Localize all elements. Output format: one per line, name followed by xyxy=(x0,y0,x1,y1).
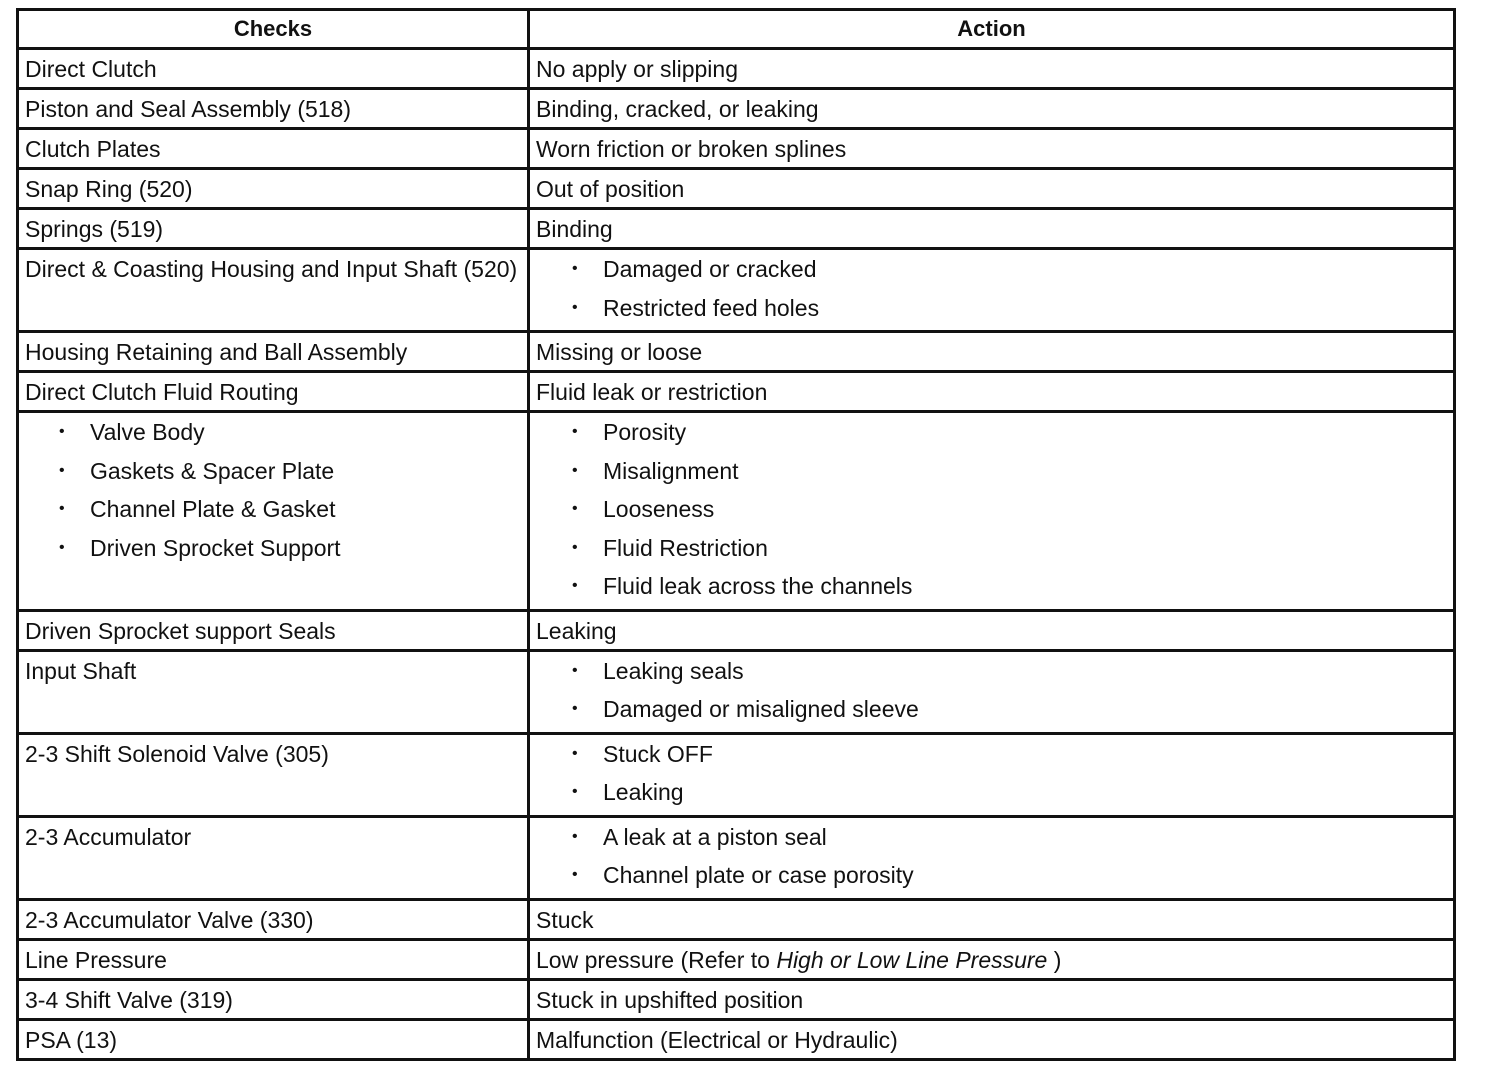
table-row xyxy=(18,610,1455,650)
bullet-icon: • xyxy=(572,744,578,762)
list-item xyxy=(536,652,1447,691)
bullet-icon: • xyxy=(572,538,578,556)
action-cell: Stuck xyxy=(529,899,1455,939)
bullet-icon: • xyxy=(572,423,578,440)
action-cell xyxy=(529,650,1455,733)
bullet-icon: • xyxy=(572,461,578,479)
checks-action-table xyxy=(16,8,1456,1061)
action-bullet-list xyxy=(536,735,1447,812)
list-item xyxy=(536,735,1447,774)
list-item-text: Channel Plate & Gasket xyxy=(90,496,336,522)
checks-cell: Input Shaft xyxy=(18,650,529,733)
action-text-prefix: Low pressure (Refer to xyxy=(536,946,777,973)
checks-bullet-list xyxy=(25,413,521,567)
list-item xyxy=(536,413,1447,452)
list-item-text: Channel plate or case porosity xyxy=(603,862,914,888)
table-row xyxy=(18,249,1455,332)
list-item-text: Misalignment xyxy=(603,457,739,484)
bullet-icon: • xyxy=(572,500,578,517)
table-row xyxy=(18,899,1455,939)
action-bullet-list xyxy=(536,652,1447,729)
checks-cell: 2-3 Accumulator xyxy=(18,816,529,899)
list-item-text: Stuck OFF xyxy=(603,740,713,767)
table-row xyxy=(18,372,1455,412)
list-item xyxy=(536,773,1447,812)
table-row xyxy=(18,1019,1455,1059)
list-item xyxy=(536,690,1447,729)
checks-cell: PSA (13) xyxy=(18,1019,529,1059)
checks-cell: 2-3 Shift Solenoid Valve (305) xyxy=(18,733,529,816)
action-cell: Missing or loose xyxy=(529,332,1455,372)
action-cell: Out of position xyxy=(529,169,1455,209)
header-row xyxy=(18,10,1455,49)
action-cell xyxy=(529,816,1455,899)
table-row xyxy=(18,412,1455,611)
action-header: Action xyxy=(529,10,1455,49)
checks-cell: Direct & Coasting Housing and Input Shaft (520) xyxy=(18,249,529,332)
list-item-text: Fluid leak across the channels xyxy=(603,573,913,599)
list-item xyxy=(536,289,1447,328)
table-row xyxy=(18,89,1455,129)
list-item xyxy=(536,490,1447,529)
table-row xyxy=(18,939,1455,979)
list-item-text: Valve Body xyxy=(90,419,205,445)
action-cell xyxy=(529,412,1455,611)
list-item-text: Gaskets & Spacer Plate xyxy=(90,457,335,484)
action-cell: Worn friction or broken splines xyxy=(529,129,1455,169)
checks-cell xyxy=(18,412,529,611)
bullet-icon: • xyxy=(572,700,578,717)
table-row xyxy=(18,129,1455,169)
list-item-text: Porosity xyxy=(603,419,687,445)
action-cell xyxy=(529,249,1455,332)
checks-cell: 2-3 Accumulator Valve (330) xyxy=(18,899,529,939)
list-item-text: Damaged or misaligned sleeve xyxy=(603,696,919,722)
action-bullet-list xyxy=(536,818,1447,895)
checks-header: Checks xyxy=(18,10,529,49)
list-item-text: Leaking xyxy=(603,779,684,805)
action-cell: No apply or slipping xyxy=(529,49,1455,89)
checks-cell: Direct Clutch Fluid Routing xyxy=(18,372,529,412)
list-item xyxy=(536,250,1447,289)
checks-cell: 3-4 Shift Valve (319) xyxy=(18,979,529,1019)
checks-cell: Direct Clutch xyxy=(18,49,529,89)
list-item xyxy=(25,529,521,568)
bullet-icon: • xyxy=(572,577,578,594)
list-item xyxy=(536,856,1447,895)
bullet-icon: • xyxy=(59,500,65,517)
action-cell: Stuck in upshifted position xyxy=(529,979,1455,1019)
list-item xyxy=(536,818,1447,857)
table-row xyxy=(18,733,1455,816)
list-item xyxy=(25,413,521,452)
table-row xyxy=(18,650,1455,733)
action-cell xyxy=(529,939,1455,979)
action-cell: Binding, cracked, or leaking xyxy=(529,89,1455,129)
action-cell: Leaking xyxy=(529,610,1455,650)
table-row xyxy=(18,169,1455,209)
checks-cell: Piston and Seal Assembly (518) xyxy=(18,89,529,129)
action-cell xyxy=(529,733,1455,816)
action-cell: Binding xyxy=(529,209,1455,249)
list-item xyxy=(25,452,521,491)
list-item xyxy=(25,490,521,529)
bullet-icon: • xyxy=(572,260,578,277)
list-item-text: Driven Sprocket Support xyxy=(90,534,341,561)
action-cell: Malfunction (Electrical or Hydraulic) xyxy=(529,1019,1455,1059)
bullet-icon: • xyxy=(59,423,65,440)
list-item-text: Restricted feed holes xyxy=(603,294,820,321)
bullet-icon: • xyxy=(59,538,65,556)
checks-cell: Driven Sprocket support Seals xyxy=(18,610,529,650)
bullet-icon: • xyxy=(572,827,578,845)
table-row xyxy=(18,209,1455,249)
cross-reference-link[interactable]: High or Low Line Pressure xyxy=(776,946,1048,973)
bullet-icon: • xyxy=(572,783,578,800)
bullet-icon: • xyxy=(572,298,578,316)
checks-cell: Line Pressure xyxy=(18,939,529,979)
table-row xyxy=(18,816,1455,899)
checks-cell: Springs (519) xyxy=(18,209,529,249)
bullet-icon: • xyxy=(572,866,578,883)
table-row xyxy=(18,49,1455,89)
checks-cell: Housing Retaining and Ball Assembly xyxy=(18,332,529,372)
checks-cell: Snap Ring (520) xyxy=(18,169,529,209)
list-item xyxy=(536,567,1447,606)
list-item-text: Looseness xyxy=(603,496,715,522)
list-item-text: A leak at a piston seal xyxy=(603,823,827,850)
table-row xyxy=(18,332,1455,372)
action-cell: Fluid leak or restriction xyxy=(529,372,1455,412)
list-item-text: Damaged or cracked xyxy=(603,256,817,282)
list-item-text: Leaking seals xyxy=(603,657,744,684)
checks-cell: Clutch Plates xyxy=(18,129,529,169)
bullet-icon: • xyxy=(59,461,65,479)
list-item-text: Fluid Restriction xyxy=(603,534,768,561)
action-text-suffix: ) xyxy=(1047,946,1062,973)
table-row xyxy=(18,979,1455,1019)
list-item xyxy=(536,452,1447,491)
action-bullet-list xyxy=(536,413,1447,606)
bullet-icon: • xyxy=(572,661,578,679)
action-bullet-list xyxy=(536,250,1447,327)
list-item xyxy=(536,529,1447,568)
